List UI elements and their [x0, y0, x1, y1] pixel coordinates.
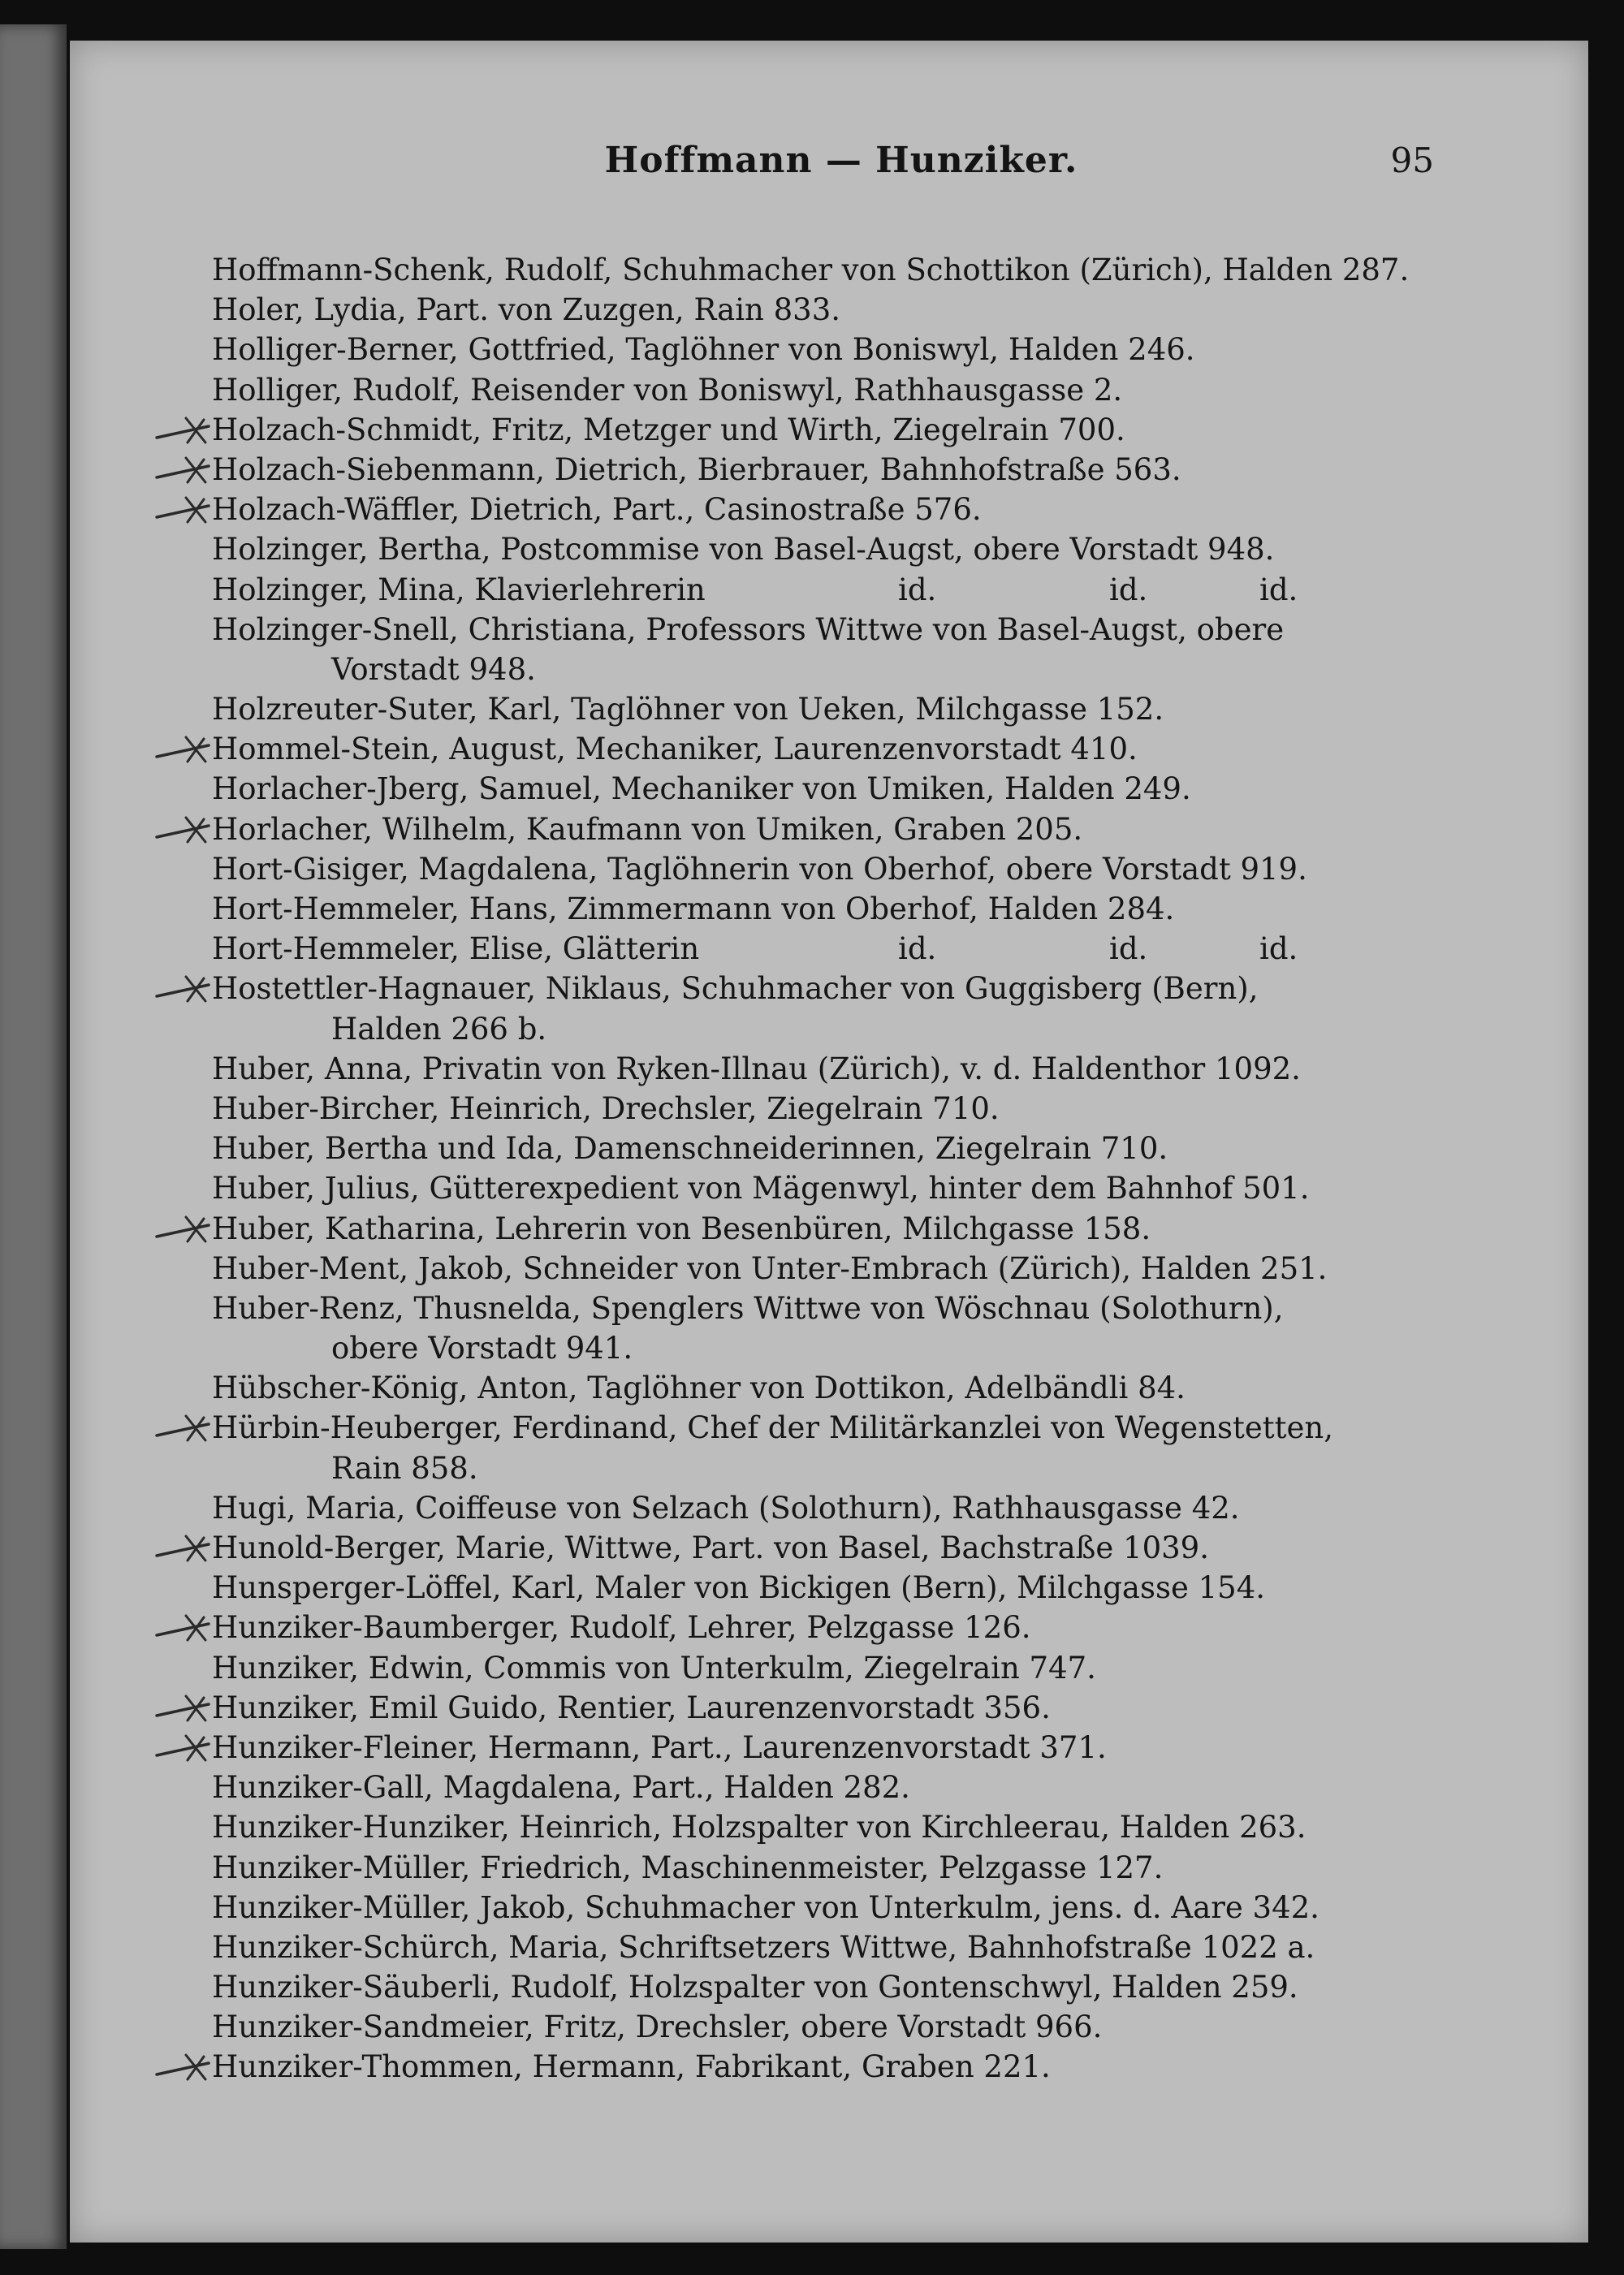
handwritten-cross-mark-icon [155, 1608, 212, 1647]
directory-entry [70, 2007, 1588, 2047]
directory-entry [70, 1488, 1588, 1528]
directory-entry [70, 1848, 1588, 1888]
directory-entry [70, 1209, 1588, 1249]
handwritten-cross-mark-icon [155, 969, 212, 1008]
entry-text: Hunziker-Sandmeier, Fritz, Drechsler, obere Vorstadt 966. [212, 2010, 1103, 2045]
entry-continuation-line [70, 1448, 1588, 1488]
entry-text: Holliger, Rudolf, Reisender von Boniswyl, Rathhausgasse 2. [212, 372, 1123, 408]
entry-text: Hunziker-Baumberger, Rudolf, Lehrer, Pelzgasse 126. [212, 1610, 1031, 1646]
entry-text: Holzinger, Mina, Klavierlehrerin [212, 572, 706, 607]
entry-text: Hoffmann-Schenk, Rudolf, Schuhmacher von Schottikon (Zürich), Halden 287. [212, 253, 1410, 287]
entry-text: Horlacher, Wilhelm, Kaufmann von Umiken, Graben 205. [212, 811, 1083, 847]
directory-entry [70, 1089, 1588, 1129]
directory-entry [70, 1129, 1588, 1168]
entry-text: Holzach-Schmidt, Fritz, Metzger und Wirth, Ziegelrain 700. [212, 412, 1125, 447]
entry-text: Huber-Renz, Thusnelda, Spenglers Wittwe von Wöschnau (Solothurn), [212, 1290, 1284, 1326]
handwritten-cross-mark-icon [155, 1209, 212, 1249]
directory-entry [70, 1888, 1588, 1927]
entry-text: Hostettler-Hagnauer, Niklaus, Schuhmacher von Guggisberg (Bern), [212, 971, 1259, 1007]
entry-text: Hunsperger-Löffel, Karl, Maler von Bickigen (Bern), Milchgasse 154. [212, 1570, 1266, 1606]
directory-entry [70, 290, 1588, 330]
entry-text: Hunziker-Fleiner, Hermann, Part., Laurenzenvorstadt 371. [212, 1729, 1107, 1765]
directory-entry [70, 929, 1588, 969]
handwritten-cross-mark-icon [155, 809, 212, 849]
entry-text: Huber, Katharina, Lehrerin von Besenbüren, Milchgasse 158. [212, 1211, 1151, 1246]
directory-entry [70, 370, 1588, 410]
entry-text: Hunziker-Hunziker, Heinrich, Holzspalter von Kirchleerau, Halden 263. [212, 1810, 1307, 1845]
directory-entry [70, 1688, 1588, 1728]
entry-text: Holzreuter-Suter, Karl, Taglöhner von Ueken, Milchgasse 152. [212, 692, 1164, 727]
entry-text: Huber-Bircher, Heinrich, Drechsler, Ziegelrain 710. [212, 1090, 1000, 1126]
directory-entry [70, 570, 1588, 610]
entry-text: Huber, Bertha und Ida, Damenschneiderinnen, Ziegelrain 710. [212, 1131, 1168, 1167]
entry-text: Hunziker-Müller, Jakob, Schuhmacher von Unterkulm, jens. d. Aare 342. [212, 1889, 1320, 1925]
directory-entry [70, 1408, 1588, 1448]
ditto-mark: id. [898, 572, 937, 607]
directory-entry [70, 610, 1588, 650]
entry-text: Hommel-Stein, August, Mechaniker, Laurenzenvorstadt 410. [212, 732, 1138, 767]
entry-text: Hürbin-Heuberger, Ferdinand, Chef der Militärkanzlei von Wegenstetten, [212, 1410, 1334, 1446]
handwritten-cross-mark-icon [155, 1688, 212, 1728]
directory-entry [70, 1648, 1588, 1688]
directory-entry [70, 1967, 1588, 2007]
entry-text: Hunziker-Säuberli, Rudolf, Holzspalter von Gontenschwyl, Halden 259. [212, 1970, 1298, 2005]
entry-text: Hunziker, Edwin, Commis von Unterkulm, Ziegelrain 747. [212, 1650, 1096, 1686]
directory-entry [70, 2047, 1588, 2087]
entry-text: Hort-Hemmeler, Hans, Zimmermann von Oberhof, Halden 284. [212, 891, 1175, 926]
directory-entry [70, 1049, 1588, 1089]
directory-entries [70, 250, 1588, 2087]
directory-entry [70, 1368, 1588, 1408]
directory-entry [70, 729, 1588, 769]
directory-entry [70, 1728, 1588, 1768]
directory-entry [70, 410, 1588, 450]
directory-entry [70, 1807, 1588, 1847]
entry-text: obere Vorstadt 941. [331, 1331, 633, 1366]
handwritten-cross-mark-icon [155, 410, 212, 450]
handwritten-cross-mark-icon [155, 1728, 212, 1768]
page-number: 95 [1390, 140, 1434, 180]
directory-entry [70, 809, 1588, 849]
entry-text: Holzach-Siebenmann, Dietrich, Bierbrauer, Bahnhofstraße 563. [212, 451, 1181, 487]
entry-text: Holliger-Berner, Gottfried, Taglöhner von Boniswyl, Halden 246. [212, 332, 1195, 368]
entry-text: Hunziker-Müller, Friedrich, Maschinenmeister, Pelzgasse 127. [212, 1850, 1164, 1885]
entry-text: Holzinger, Bertha, Postcommise von Basel-Augst, obere Vorstadt 948. [212, 532, 1275, 568]
ditto-mark: id. [1109, 572, 1148, 607]
entry-continuation-line [70, 1328, 1588, 1368]
entry-text: Hunziker, Emil Guido, Rentier, Laurenzenvorstadt 356. [212, 1690, 1051, 1725]
directory-entry [70, 849, 1588, 889]
directory-entry [70, 1249, 1588, 1289]
directory-entry [70, 1528, 1588, 1568]
entry-text: Rain 858. [331, 1450, 478, 1486]
directory-entry [70, 450, 1588, 490]
entry-text: Hübscher-König, Anton, Taglöhner von Dottikon, Adelbändli 84. [212, 1371, 1186, 1406]
running-title: Hoffmann — Hunziker. [604, 140, 1078, 181]
entry-text: Hort-Hemmeler, Elise, Glätterin [212, 931, 700, 967]
handwritten-cross-mark-icon [155, 2047, 212, 2087]
handwritten-cross-mark-icon [155, 1528, 212, 1568]
directory-entry [70, 689, 1588, 729]
ditto-mark: id. [1259, 572, 1298, 607]
handwritten-cross-mark-icon [155, 1408, 212, 1448]
ditto-mark: id. [1259, 931, 1298, 967]
directory-entry [70, 1768, 1588, 1807]
entry-text: Halden 266 b. [331, 1011, 547, 1047]
directory-entry [70, 969, 1588, 1008]
entry-text: Huber, Julius, Gütterexpedient von Mägenwyl, hinter dem Bahnhof 501. [212, 1171, 1310, 1207]
entry-text: Huber, Anna, Privatin von Ryken-Illnau (Zürich), v. d. Haldenthor 1092. [212, 1051, 1301, 1086]
directory-entry [70, 529, 1588, 569]
entry-continuation-line [70, 650, 1588, 689]
entry-text: Hunold-Berger, Marie, Wittwe, Part. von Basel, Bachstraße 1039. [212, 1530, 1209, 1565]
ditto-mark: id. [1109, 931, 1148, 967]
directory-entry [70, 1927, 1588, 1967]
entry-text: Horlacher-Jberg, Samuel, Mechaniker von Umiken, Halden 249. [212, 771, 1191, 807]
entry-text: Holzach-Wäffler, Dietrich, Part., Casinostraße 576. [212, 492, 982, 528]
entry-text: Hunziker-Gall, Magdalena, Part., Halden 282. [212, 1770, 910, 1806]
directory-entry [70, 490, 1588, 529]
entry-text: Hort-Gisiger, Magdalena, Taglöhnerin von Oberhof, obere Vorstadt 919. [212, 851, 1307, 887]
handwritten-cross-mark-icon [155, 450, 212, 490]
entry-text: Huber-Ment, Jakob, Schneider von Unter-Embrach (Zürich), Halden 251. [212, 1250, 1328, 1286]
entry-text: Hunziker-Schürch, Maria, Schriftsetzers Wittwe, Bahnhofstraße 1022 a. [212, 1929, 1315, 1965]
directory-entry [70, 769, 1588, 809]
handwritten-cross-mark-icon [155, 490, 212, 529]
ditto-mark: id. [898, 931, 937, 967]
facing-page-edge [0, 24, 67, 2249]
entry-text: Hugi, Maria, Coiffeuse von Selzach (Solothurn), Rathhausgasse 42. [212, 1490, 1240, 1526]
entry-continuation-line [70, 1009, 1588, 1049]
directory-entry [70, 889, 1588, 929]
entry-text: Holzinger-Snell, Christiana, Professors Wittwe von Basel-Augst, obere [212, 611, 1285, 647]
handwritten-cross-mark-icon [155, 729, 212, 769]
directory-entry [70, 1289, 1588, 1328]
entry-text: Holer, Lydia, Part. von Zuzgen, Rain 833. [212, 292, 841, 328]
document-page [70, 41, 1588, 2243]
entry-text: Hunziker-Thommen, Hermann, Fabrikant, Graben 221. [212, 2049, 1051, 2085]
directory-entry [70, 1168, 1588, 1208]
directory-entry [70, 1608, 1588, 1647]
entry-text: Vorstadt 948. [331, 651, 536, 687]
page-header [70, 41, 1588, 181]
directory-entry [70, 1568, 1588, 1608]
directory-entry [70, 330, 1588, 369]
directory-entry [70, 250, 1588, 290]
